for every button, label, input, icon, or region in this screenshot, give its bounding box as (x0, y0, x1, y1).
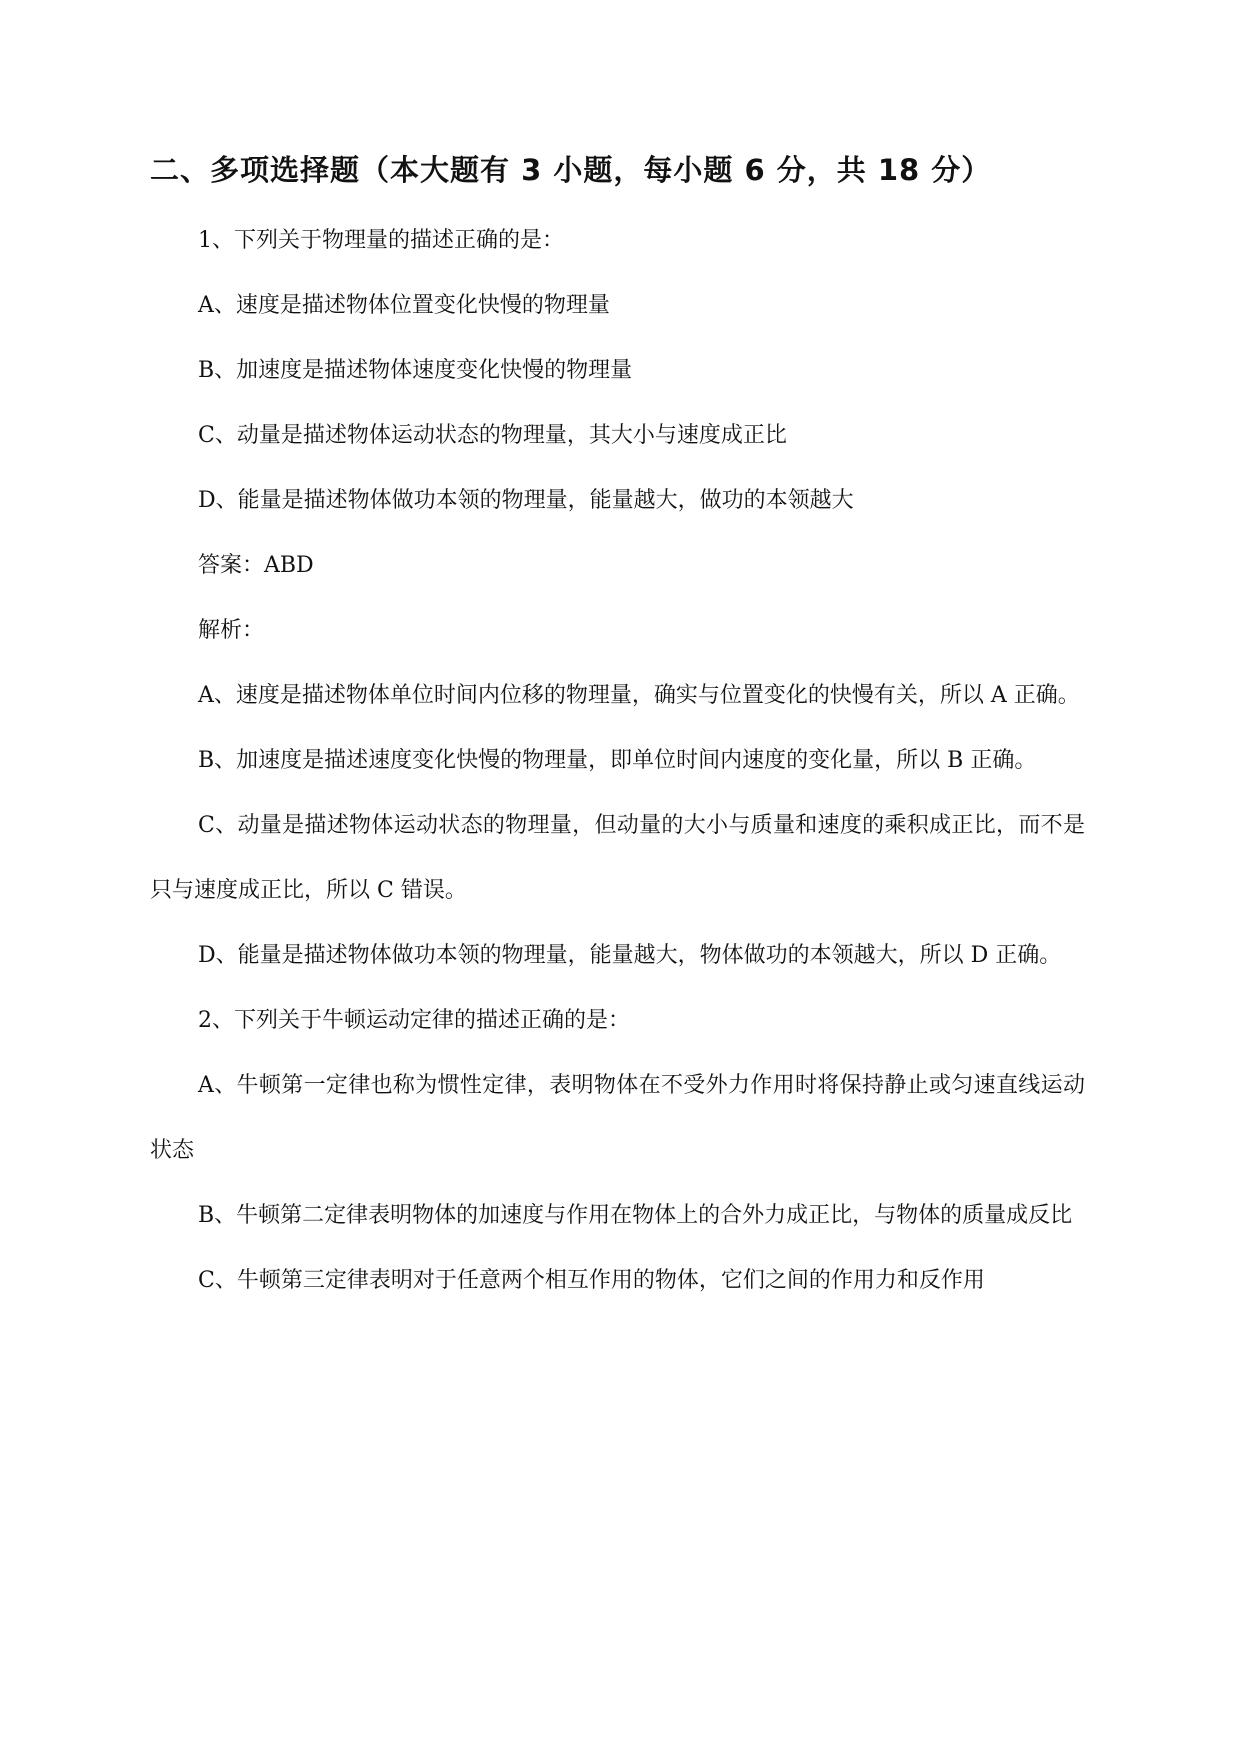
question-1-option-d: D、能量是描述物体做功本领的物理量，能量越大，做功的本领越大 (198, 488, 854, 513)
question-2-stem: 2、下列关于牛顿运动定律的描述正确的是： (198, 1008, 630, 1033)
question-1-answer: 答案：ABD (198, 553, 314, 578)
question-1-analysis-label: 解析： (198, 618, 265, 643)
question-1-stem: 1、下列关于物理量的描述正确的是： (198, 228, 564, 253)
question-1-analysis-b: B、加速度是描述速度变化快慢的物理量，即单位时间内速度的变化量，所以 B 正确。 (198, 748, 1037, 773)
question-1-analysis-d: D、能量是描述物体做功本领的物理量，能量越大，物体做功的本领越大，所以 D 正确。 (198, 943, 1062, 968)
question-2-option-c: C、牛顿第三定律表明对于任意两个相互作用的物体，它们之间的作用力和反作用 (198, 1268, 985, 1293)
question-1-option-a: A、速度是描述物体位置变化快慢的物理量 (198, 293, 610, 318)
question-2-option-b: B、牛顿第二定律表明物体的加速度与作用在物体上的合外力成正比，与物体的质量成反比 (198, 1203, 1073, 1228)
question-1-analysis-a: A、速度是描述物体单位时间内位移的物理量，确实与位置变化的快慢有关，所以 A 正确。 (198, 683, 1080, 708)
question-2-option-a: A、牛顿第一定律也称为惯性定律，表明物体在不受外力作用时将保持静止或匀速直线运动状态 (150, 1073, 1085, 1163)
question-1-option-b: B、加速度是描述物体速度变化快慢的物理量 (198, 358, 633, 383)
question-1-option-c: C、动量是描述物体运动状态的物理量，其大小与速度成正比 (198, 423, 787, 448)
question-content (150, 208, 1085, 1313)
section-title: 二、多项选择题（本大题有 3 小题，每小题 6 分，共 18 分） (150, 153, 992, 187)
question-1-analysis-c: C、动量是描述物体运动状态的物理量，但动量的大小与质量和速度的乘积成正比，而不是只与速度成正比，所以 C 错误。 (150, 813, 1085, 903)
